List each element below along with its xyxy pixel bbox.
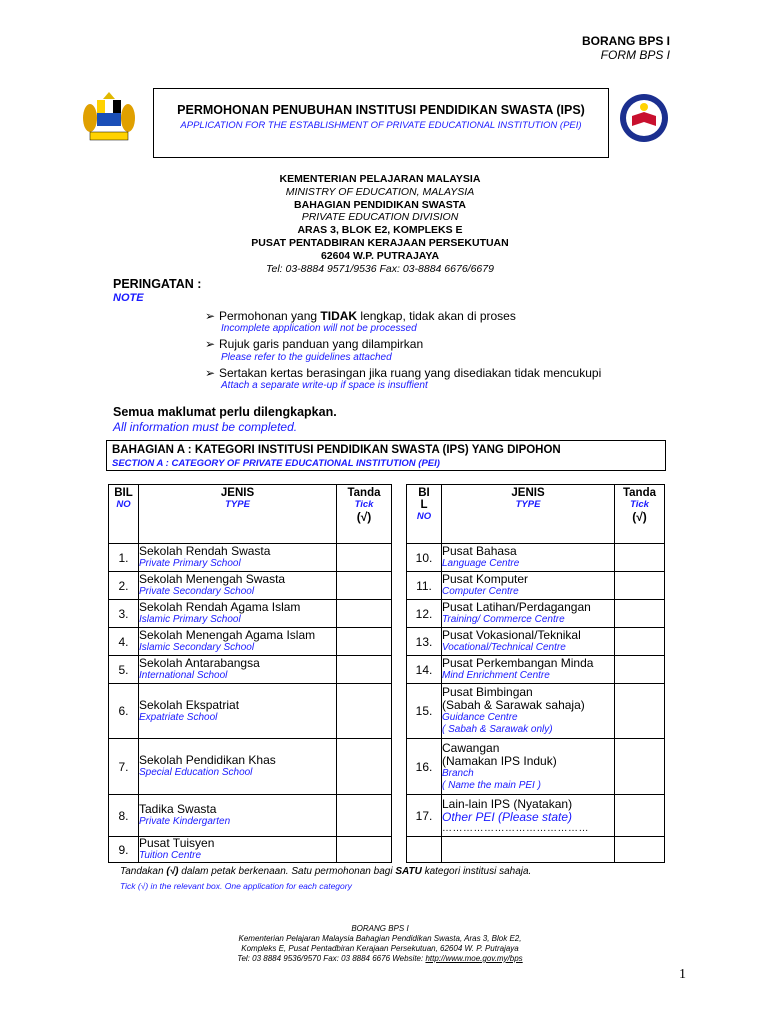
- note-heading-en: NOTE: [113, 292, 144, 304]
- table-row: [407, 837, 665, 863]
- ministry-name: KEMENTERIAN PELAJARAN MALAYSIA: [279, 173, 481, 185]
- ministry-of-education-logo-icon: [618, 92, 670, 144]
- footer-address-1: Kementerian Pelajaran Malaysia Bahagian Pendidikan Swasta, Aras 3, Blok E2,: [238, 934, 522, 943]
- table-row: 6. Sekolah Ekspatriat Expatriate School: [109, 684, 392, 739]
- category-table-left: [108, 484, 392, 863]
- arrow-bullet-icon: ➢: [205, 337, 216, 351]
- address-line-3: 62604 W.P. PUTRAJAYA: [320, 249, 440, 262]
- col-header-tick: Tanda Tick (√): [337, 485, 392, 544]
- write-in-line: ……………………………………: [442, 822, 589, 834]
- section-a-header: [106, 440, 666, 471]
- note-heading: PERINGATAN :: [113, 277, 202, 291]
- tick-box[interactable]: [615, 544, 665, 572]
- website-link[interactable]: http://www.moe.gov.my/bps: [425, 954, 523, 963]
- tick-box[interactable]: [337, 572, 392, 600]
- note-item-1-en: Incomplete application will not be processed: [221, 323, 417, 334]
- note-item-3: ➢ Sertakan kertas berasingan jika ruang yang disediakan tidak mencukupi: [205, 366, 602, 380]
- form-title: PERMOHONAN PENUBUHAN INSTITUSI PENDIDIKAN SWASTA (IPS): [177, 103, 585, 117]
- form-title-box: [153, 88, 609, 158]
- address-line-1: ARAS 3, BLOK E2, KOMPLEKS E: [297, 224, 463, 237]
- contact-line: Tel: 03-8884 9571/9536 Fax: 03-8884 6676/6679: [266, 262, 494, 275]
- division-name: BAHAGIAN PENDIDIKAN SWASTA: [294, 198, 466, 211]
- tick-box[interactable]: [337, 795, 392, 837]
- table-row: 3. Sekolah Rendah Agama Islam Islamic Primary School: [109, 600, 392, 628]
- section-a-title: BAHAGIAN A : KATEGORI INSTITUSI PENDIDIKAN SWASTA (IPS) YANG DIPOHON: [112, 444, 561, 456]
- note-item-2-en: Please refer to the guidelines attached: [221, 352, 392, 363]
- table-row: 10. Pusat Bahasa Language Centre: [407, 544, 665, 572]
- tick-box[interactable]: [337, 656, 392, 684]
- footer-contact: Tel: 03 8884 9536/9570 Fax: 03 8884 6676 Website: http://www.moe.gov.my/bps: [237, 954, 523, 963]
- col-header-no: BIL NO: [109, 485, 139, 544]
- tick-box[interactable]: [615, 739, 665, 795]
- tick-box: [615, 837, 665, 863]
- required-note: Semua maklumat perlu dilengkapkan.: [113, 405, 337, 419]
- tick-box[interactable]: [337, 837, 392, 863]
- tick-box[interactable]: [337, 628, 392, 656]
- ministry-name-en: MINISTRY OF EDUCATION, MALAYSIA: [285, 185, 475, 198]
- table-row: 2. Sekolah Menengah Swasta Private Secondary School: [109, 572, 392, 600]
- table-row: 4. Sekolah Menengah Agama Islam Islamic Secondary School: [109, 628, 392, 656]
- tick-box[interactable]: [337, 600, 392, 628]
- division-name-en: PRIVATE EDUCATION DIVISION: [301, 211, 459, 224]
- tick-box[interactable]: [615, 684, 665, 739]
- tick-instruction-en: Tick (√) in the relevant box. One application for each category: [120, 881, 352, 891]
- col-header-tick: Tanda Tick (√): [615, 485, 665, 544]
- category-table-right: [406, 484, 665, 863]
- form-code: [582, 34, 670, 62]
- table-row: 13. Pusat Vokasional/Teknikal Vocational/Technical Centre: [407, 628, 665, 656]
- section-a-title-en: SECTION A : CATEGORY OF PRIVATE EDUCATIONAL INSTITUTION (PEI): [112, 458, 440, 469]
- malaysia-coat-of-arms-icon: [80, 90, 138, 148]
- table-row: 14. Pusat Perkembangan Minda Mind Enrichment Centre: [407, 656, 665, 684]
- page-footer: [150, 924, 610, 964]
- tick-box[interactable]: [337, 684, 392, 739]
- form-title-en: APPLICATION FOR THE ESTABLISHMENT OF PRIVATE EDUCATIONAL INSTITUTION (PEI): [180, 120, 582, 131]
- tick-box[interactable]: [615, 628, 665, 656]
- required-note-en: All information must be completed.: [113, 420, 298, 434]
- tick-box[interactable]: [615, 656, 665, 684]
- footer-address-2: Kompleks E, Pusat Pentadbiran Kerajaan Persekutuan, 62604 W. P. Putrajaya: [241, 944, 519, 953]
- address-line-2: PUSAT PENTADBIRAN KERAJAAN PERSEKUTUAN: [251, 236, 509, 249]
- table-row: 15. Pusat Bimbingan (Sabah & Sarawak sahaja) Guidance Centre ( Sabah & Sarawak only): [407, 684, 665, 739]
- table-row: 9. Pusat Tuisyen Tuition Centre: [109, 837, 392, 863]
- table-header-row: [407, 485, 665, 544]
- table-row: 16. Cawangan (Namakan IPS Induk) Branch ( Name the main PEI ): [407, 739, 665, 795]
- tick-box[interactable]: [337, 544, 392, 572]
- form-code-ms: BORANG BPS I: [581, 34, 670, 48]
- note-item-3-en: Attach a separate write-up if space is insuffient: [221, 380, 428, 391]
- arrow-bullet-icon: ➢: [205, 309, 216, 323]
- tick-box[interactable]: [615, 572, 665, 600]
- table-row: 8. Tadika Swasta Private Kindergarten: [109, 795, 392, 837]
- col-header-no: BI L NO: [407, 485, 442, 544]
- table-header-row: [109, 485, 392, 544]
- table-row: 12. Pusat Latihan/Perdagangan Training/ Commerce Centre: [407, 600, 665, 628]
- tick-box[interactable]: [337, 739, 392, 795]
- note-item-1: ➢ Permohonan yang TIDAK lengkap, tidak akan di proses: [205, 309, 516, 323]
- footer-form-code: BORANG BPS I: [351, 924, 409, 933]
- tick-instruction: Tandakan (√) dalam petak berkenaan. Satu permohonan bagi SATU kategori institusi sahaja.: [120, 866, 532, 877]
- col-header-type: JENIS TYPE: [442, 485, 615, 544]
- table-row: 11. Pusat Komputer Computer Centre: [407, 572, 665, 600]
- table-row: 7. Sekolah Pendidikan Khas Special Education School: [109, 739, 392, 795]
- tick-box[interactable]: [615, 795, 665, 837]
- form-code-en: FORM BPS I: [600, 48, 670, 62]
- tick-box[interactable]: [615, 600, 665, 628]
- ministry-address: [150, 173, 610, 275]
- table-row: 5. Sekolah Antarabangsa International School: [109, 656, 392, 684]
- col-header-type: JENIS TYPE: [139, 485, 337, 544]
- table-row: 1. Sekolah Rendah Swasta Private Primary School: [109, 544, 392, 572]
- table-row: 17. Lain-lain IPS (Nyatakan) Other PEI (Please state) ……………………………………: [407, 795, 665, 837]
- arrow-bullet-icon: ➢: [205, 366, 216, 380]
- note-item-2: ➢ Rujuk garis panduan yang dilampirkan: [205, 337, 424, 351]
- page-number: 1: [679, 967, 686, 982]
